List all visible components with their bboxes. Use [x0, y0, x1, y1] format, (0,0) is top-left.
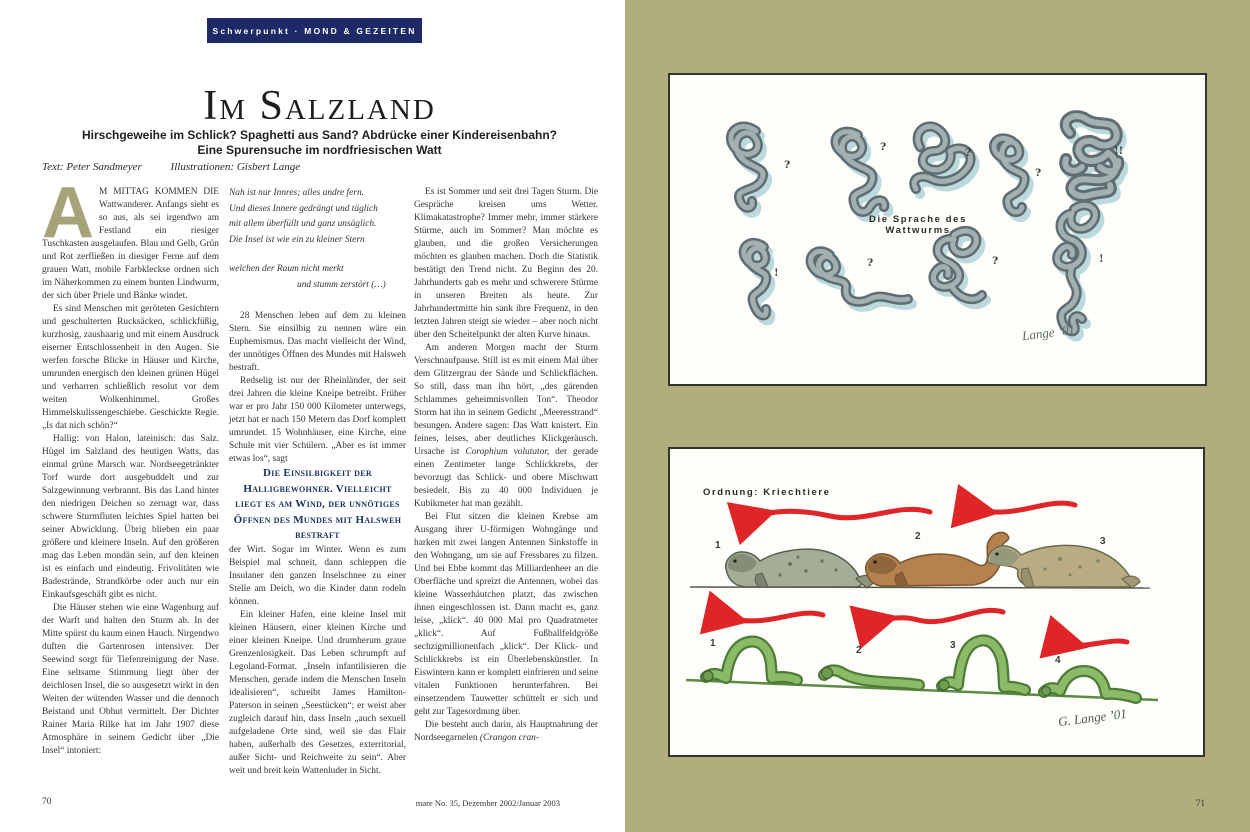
seal-illustration-3	[988, 545, 1140, 588]
page-number-right: 71	[1196, 798, 1205, 808]
red-arrow	[762, 509, 930, 517]
illustrator-signature: Lange ’01	[1021, 321, 1076, 344]
kriechtiere-illustration-panel	[668, 447, 1205, 757]
caterpillar-illustration-4	[1042, 671, 1137, 698]
seal-number: 2	[915, 531, 921, 542]
wattwurm-mark: ?	[867, 257, 874, 269]
drop-cap: A	[42, 173, 94, 253]
poem-line: welchen der Raum nicht merkt	[229, 264, 344, 274]
byline	[42, 161, 597, 173]
paragraph: Ein kleiner Hafen, eine kleine Insel mit kleinen Häusern, einer kleinen Kirche und einer kleinen Kneipe. Und drumherum graue Grenzenlosigkeit. Das Leben schrumpft auf Legoland-Format. „Inseln infantilisieren die Menschen, gerade indem die Menschen Inseln idealisieren“, schreibt James Hamilton-Paterson in seinen „Seestücken“; er weist aber zugleich darauf hin, dass Inseln „auch sexuell aufgeladene Orte sind, weil sie das Flair haben, außerhalb des Gesetzes, exterritorial, außer Sicht- und Reichweite zu sein“. Aber weit und breit kein Wattenluder in Sicht.	[229, 609, 406, 776]
wattwurm-mark: ?	[1035, 167, 1042, 179]
seal-number: 1	[715, 540, 721, 551]
text-column-2	[229, 186, 406, 778]
wattwurm-mark: !	[1099, 253, 1104, 265]
red-arrow	[1074, 641, 1127, 645]
article-subtitle	[42, 128, 597, 158]
wattwurm-illustration-panel	[668, 73, 1207, 386]
rilke-poem	[229, 186, 406, 293]
text-column-1	[42, 173, 219, 758]
paragraph: Am anderen Morgen macht der Sturm Verschnaufpause. Still ist es mit einem Mal über dem Glitzergrau der Sände und Schlickflächen. So still, dass man ihn hört, „des gärenden Schlammes geheimnisvollen Ton“. Theodor Storm hat ihn in seinem Gedicht „Meeresstrand“ besungen. Andere sagen: Das Watt knistert. Ein feines, leises, aber deutliches Klickgeräusch. Ursache ist Corophium volutator, der gerade einen Zentimeter lange Schlickkrebs, der bevorzugt das Schlick- und obere Mischwatt besiedelt. Bis zu 40 000 Individuen je Kubikmeter hat man gezählt.	[414, 343, 599, 509]
poem-line: mit allem überfüllt und ganz unsäglich.	[229, 219, 377, 229]
subtitle-line-1: Hirschgeweihe im Schlick? Spaghetti aus Sand? Abdrücke einer Kindereisenbahn?	[81, 128, 557, 142]
red-arrow	[984, 503, 1075, 512]
illustrator-signature: G. Lange ’01	[1057, 705, 1128, 730]
caterpillar-illustration-2	[822, 668, 920, 686]
red-arrow	[884, 610, 1003, 621]
caterpillar-number: 4	[1055, 655, 1061, 666]
wattwurm-mark: ?	[965, 147, 972, 159]
issue-line: mare No. 35, Dezember 2002/Januar 2003	[415, 798, 560, 808]
text-column-3	[414, 186, 598, 745]
species-name: (Crangon cran-	[479, 733, 539, 743]
paragraph: Redselig ist nur der Rheinländer, der seit drei Jahren die kleine Kneipe betreibt. Früher war er pro Jahr 150 000 Kilometer unterwegs, jetzt hat er nach 150 Metern das Dorf komplett umrundet. 15 Wohnhäuser, eine Kirche, eine Schule mit vier Schülern. „Aber es ist immer etwas los“, sagt	[229, 376, 406, 464]
paragraph: Die Häuser stehen wie eine Wagenburg auf der Warft und halten den Sturm ab. In der Mitte spürst du kaum einen Hauch. Nirgendwo duften die Gartenrosen intensiver. Der Seewind sorgt für Tiefenreinigung der Nase. Eine seltsame Stimmung liegt über der deichlosen Insel, die so ausgesetzt wirkt in den Weiten der wütenden Wasser und die dennoch Beistand und Obhut vermittelt. Der Dichter Rainer Maria Rilke hat im Jahr 1907 diese Atmosphäre in seinem Gedicht über „Die Insel“ intoniert:	[42, 603, 219, 756]
section-banner-label: Schwerpunkt · MOND & GEZEITEN	[212, 25, 417, 36]
right-page	[625, 0, 1250, 832]
byline-illustrator: Illustrationen: Gisbert Lange	[170, 161, 301, 173]
paragraph: 28 Menschen leben auf dem zu kleinen Stern. Sie einsilbig zu nennen wäre ein Euphemismus. Das macht vielleicht der Wind, der unnötiges Öffnen des Mundes mit Halsweh bestraft.	[229, 311, 406, 373]
paragraph: Bei Flut sitzen die kleinen Krebse am Ausgang ihrer U-förmigen Wohngänge und harken mit zwei langen Antennen Sinkstoffe in den Wohngang, um sie auf Fressbares zu filzen. Und bei Ebbe kommt das Milliardenheer an die Oberfläche und spreizt die Antennen, wobei das kleine Wasserhäutchen platzt, das zwischen ihnen eingeschlossen ist. Dann macht es, ganz leise, „klick“. 40 000 Mal pro Quadratmeter „klick“. Auf Fußballfeldgröße sechzigmillionenfach „klick“. Der Klick- und Schlickkrebs ist ein Überlebenskünstler. In Eiswintern kann er komplett einfrieren und seine vitalen Funktionen herunterfahren. Bei einsetzendem Tauwetter schüttelt er sich und geht zur Tagesordnung über.	[414, 512, 598, 717]
seal-number: 3	[1100, 536, 1106, 547]
article-title: Im Salzland	[203, 83, 436, 129]
caterpillar-number: 3	[950, 640, 956, 651]
paragraph: Hallig: von Halon, lateinisch: das Salz. Hügel im Salzland des heutigen Watts, das einmal grüne Marsch war. Nordseegetränkter Torf wurde dort ausgebuddelt und zur Salzgewinnung verbrannt. Bis das Land hinter den niedrigen Deichen so zernagt war, dass schwere Sturmfluten leichtes Spiel hatten bei seiner Abwicklung. Übrig blieben ein paar größere und kleinere Inseln. Auf den größeren mag das Leben mondän sein, auf den kleinen ist es einfach und eindeutig. Frivolitäten wie Badestrände, Strandkörbe oder auch nur ein Einkaufsgeschäft gibt es nicht.	[42, 434, 219, 600]
pull-quote: Die Einsilbigkeit der Halligbewohner. Vielleicht liegt es am Wind, der unnötiges Öffnen des Mundes mit Halsweh bestraft	[233, 467, 402, 541]
paragraph: der Wirt. Sogar im Winter. Wenn es zum Beispiel mal schneit, dann schleppen die Insulaner den ganzen Inselschnee zu einer Stelle am Deich, wo die Kinder dann rodeln können.	[229, 544, 406, 607]
poem-line: Und dieses Innere gedrängt und täglich	[229, 203, 378, 214]
byline-author: Text: Peter Sandmeyer	[42, 161, 142, 173]
caterpillars	[703, 640, 1136, 698]
caterpillar-illustration-1	[703, 642, 797, 681]
poem-line: Nah ist nur Innres; alles andre fern.	[229, 188, 364, 198]
subtitle-line-2: Eine Spurensuche im nordfriesischen Watt	[197, 143, 442, 157]
caterpillar-number: 2	[856, 645, 862, 656]
red-arrow	[734, 613, 823, 621]
species-name: Corophium volutator,	[465, 447, 550, 457]
paragraph: Es ist Sommer und seit drei Tagen Sturm. Die Gespräche kreisen ums Wetter. Klimakatastrophe? Immer mehr, immer stärkere Stürme, auch im Sommer? Man möchte es glauben, und die großen Versicherungen möchten es glauben machen. Doch die Statistik bestätigt den Trend nicht. Zu Beginn des 20. Jahrhunderts gab es mehr und schwerere Stürme in unseren Breiten als heute. Zur Jahrhundertmitte hin sank ihre Frequenz, in den letzten Jahren steigt sie wieder – aber noch nicht über den Scheitelpunkt der alten Kurve hinaus.	[414, 187, 598, 340]
wattwurm-mark: ?	[880, 141, 887, 153]
page-number-left: 70	[42, 797, 52, 807]
paragraph: Es sind Menschen mit geröteten Gesichtern und geschulterten Rucksäcken, schlickfüßig, kurzhosig, zaushaarig und mit einem Ausdruck eiserner Entschlossenheit in den Augen. Sie werfen forsche Blicke in Häuser und Kirche, umrunden energisch den kleinen grünen Hügel und verharren schließlich resolut vor dem weiten Wolkenhimmel. Großes Himmelskulissengeschiebe. Geschickte Regie. „Is dat nich schön?“	[42, 304, 219, 431]
wattwurm-panel-caption: Die Sprache des Wattwurms	[869, 214, 967, 236]
paragraph: Die besteht auch darin, als Hauptnahrung der Nordseegarnelen (Crangon cran-	[414, 720, 598, 743]
wattwurm-mark: !	[774, 267, 779, 279]
paragraph: A M MITTAG KOMMEN DIE Wattwanderer. Anfangs sieht es so aus, als sei irgendwo am Festland ein riesiger Tuschkasten ausgelaufen. Blau und Gelb, Grün und Rot zerfließen in diesiger Ferne auf dem grauen Watt, mobile Farbkleckse ordnen sich im Näherkommen zu einem bunten Lindwurm, der sich über Priele und Bänke windet.	[42, 173, 219, 301]
poem-line: Die Insel ist wie ein zu kleiner Stern	[229, 234, 365, 245]
caterpillar-number: 1	[710, 638, 716, 649]
wattwurm-mark: ?	[784, 159, 791, 171]
wattwurm-mark: !!	[1114, 145, 1124, 157]
section-banner	[207, 18, 422, 43]
kriechtiere-panel-caption: Ordnung: Kriechtiere	[703, 487, 831, 498]
wattwurm-mark: ?	[992, 255, 999, 267]
seal-illustration-1	[726, 549, 876, 588]
poem-line: und stumm zerstört (…)	[297, 279, 386, 290]
